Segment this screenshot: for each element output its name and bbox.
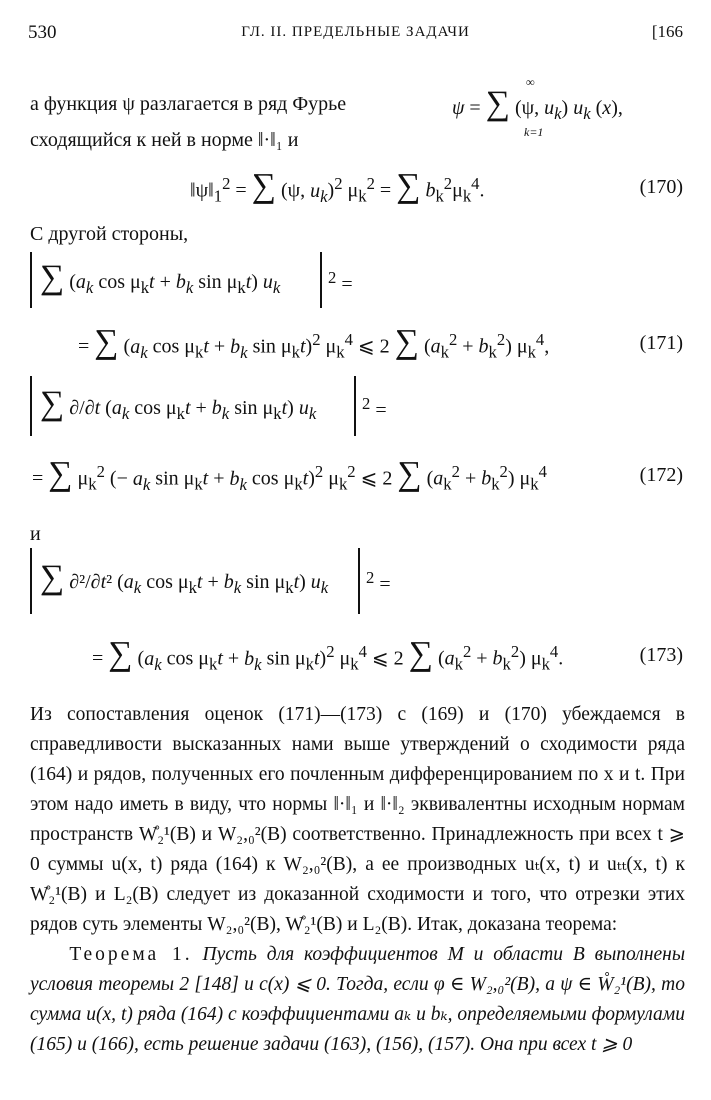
equation-173-rhs: = ∑ ($a_k$ $\cos \mu_kt + b_k$ $\sin \mu_kt)^2$ $\mu_k^4$ ⩽ 2 ∑ $(a_k^2 + b_k^2)$ $\mu_k^4$.	[92, 635, 564, 674]
equation-172-lhs: ∑ ∂/∂t ($a_k$ $\cos \mu_kt + b_k$ $\sin \mu_kt$) $u_k$	[40, 385, 317, 423]
equation-171-rhs: = ∑ ($a_k$ $\cos \mu_kt + b_k$ $\sin \mu_kt)^2$ $\mu_k^4$ ⩽ 2 ∑ $(a_k^2 + b_k^2)$ $\mu_k^4$,	[78, 323, 550, 362]
page-number: 530	[28, 22, 57, 43]
equation-172-rhs: = ∑ $\mu_k^2$ (− $a_k$ $\sin \mu_kt + b_k$ $\cos \mu_kt)^2$ $\mu_k^2$ ⩽ 2 ∑ $(a_k^2 + b_k^2)$ $\mu_k^4$	[32, 455, 547, 494]
theorem-text: Пусть для коэффициентов M и области B выполнены условия теоремы 2 [148] и c(x) ⩽ 0. Тогда, если φ ∈ W₂,₀²(B), а ψ ∈ W̊₂¹(B), то сумма u(x, t) ряда (164) с коэффициентами aₖ и bₖ, определяемыми формулами (165) и (166), есть решение задачи (163), (156), (157). Она при всех t ⩾ 0	[30, 944, 686, 1055]
running-title: ГЛ. II. ПРЕДЕЛЬНЫЕ ЗАДАЧИ	[241, 24, 470, 40]
equation-172-norm: $^2$ =	[362, 394, 387, 422]
intro-line-1	[30, 92, 346, 116]
norm-bar-left	[30, 252, 32, 308]
equation-170: $‖\psi‖_1^2$ = ∑ (ψ, $u_k)^2$ $\mu_k^2$ = ∑ $b_k^2\mu_k^4$.	[190, 167, 485, 206]
paragraph-text: Из сопоставления оценок (171)—(173) с (169) и (170) убеждаемся в справедливости высказанных нами выше утверждений о сходимости ряда (164) и рядов, полученных его почленным дифференцированием по x и t. При этом надо иметь в виду, что нормы ‖·‖₁ и ‖·‖₂ эквивалентны исходным нормам пространств W̊₂¹(B) и W₂,₀²(B) соответственно. Принадлежность при всех t ⩾ 0 суммы u(x, t) ряда (164) к W₂,₀²(B), а ее производных uₜ(x, t) и uₜₜ(x, t) к W̊₂¹(B) и L₂(B) следует из доказанной сходимости и того, что отрезки этих рядов суть элементы W₂,₀²(B), W̊₂¹(B) и L₂(B). Итак, доказана теорема:	[30, 704, 685, 935]
sum-upper-limit: ∞	[526, 75, 535, 89]
theorem-paragraph	[30, 940, 685, 1060]
equation-number-171: (171)	[639, 332, 683, 354]
equation-173-lhs: ∑ ∂²/∂t² ($a_k$ $\cos \mu_kt + b_k$ $\sin \mu_kt$) $u_k$	[40, 559, 329, 597]
theorem-label: Теорема 1.	[69, 944, 193, 965]
main-paragraph	[30, 700, 685, 1060]
equation-171-lhs: ∑ ($a_k$ $\cos \mu_kt + b_k$ $\sin \mu_kt$) $u_k$	[40, 259, 281, 297]
norm-bar-left	[30, 548, 32, 614]
norm-bar-right	[358, 548, 360, 614]
equation-number-170: (170)	[639, 176, 683, 198]
sum-lower-limit: k=1	[524, 125, 544, 139]
equation-number-173: (173)	[639, 644, 683, 666]
running-header	[28, 22, 683, 48]
intro-text: а функция ψ разлагается в ряд Фурье	[30, 93, 347, 115]
and-word: и	[30, 523, 41, 545]
norm-bar-right	[320, 252, 322, 308]
equation-171-norm: $^2$ =	[328, 268, 353, 296]
equation-173-norm: $^2$ =	[366, 568, 391, 596]
equation-number-172: (172)	[639, 464, 683, 486]
intro-line-2: сходящийся к ней в норме ‖·‖₁ и	[30, 129, 299, 151]
fourier-series-formula: ψ = ∑ (ψ, $u_k$) $u_k$ (x), ∞ k=1	[452, 92, 623, 126]
norm-bar-right	[354, 376, 356, 436]
norm-bar-left	[30, 376, 32, 436]
other-side-text: С другой стороны,	[30, 223, 189, 245]
section-number: [166	[651, 22, 683, 41]
